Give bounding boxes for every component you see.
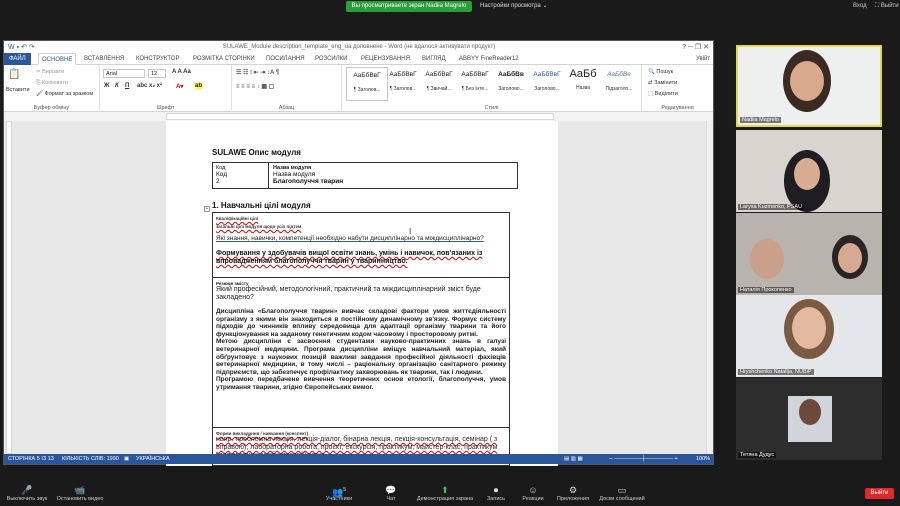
participant-video[interactable] bbox=[736, 45, 882, 127]
restore-icon[interactable]: ❐ bbox=[694, 44, 702, 51]
participants-button[interactable] bbox=[320, 484, 358, 502]
style-name: Підзаголо... bbox=[605, 86, 633, 92]
chat-icon: 💬 bbox=[385, 485, 397, 495]
face-image bbox=[790, 61, 824, 101]
find-label: Пошук bbox=[656, 69, 673, 75]
list-buttons[interactable]: ☰ ☷ ⁝ ⇤ ⇥ ↕A ¶ bbox=[236, 70, 280, 76]
row-answer: Формування у здобувачів вищої освіти знань, умінь і навичок, пов'язаних із впровадженням благополуччя тварин у тваринництво. bbox=[216, 250, 483, 265]
stop-video-button[interactable] bbox=[52, 484, 108, 502]
copy-button[interactable] bbox=[36, 80, 68, 87]
share-screen-icon: ⬆ bbox=[441, 485, 449, 495]
face-image bbox=[799, 399, 821, 425]
face-image bbox=[792, 307, 826, 349]
fullscreen-button[interactable] bbox=[875, 3, 899, 10]
participant-name: Наталія Прокопенко bbox=[740, 287, 792, 293]
apps-icon: ⚙ bbox=[568, 485, 578, 495]
table-move-handle-icon[interactable]: + bbox=[205, 206, 209, 212]
whiteboards-button[interactable] bbox=[596, 484, 648, 502]
format-painter-label: Формат за зразком bbox=[44, 91, 94, 97]
participant-video[interactable] bbox=[736, 295, 882, 377]
text-cursor-icon: I bbox=[409, 227, 412, 236]
replace-button[interactable] bbox=[648, 80, 677, 86]
apps-button[interactable] bbox=[554, 484, 592, 502]
tab-mailings[interactable]: РОЗСИЛКИ bbox=[315, 56, 348, 62]
search-icon: 🔍 bbox=[648, 69, 655, 75]
proofing-icon[interactable]: ▣ bbox=[124, 456, 130, 462]
zoom-top-bar bbox=[0, 0, 900, 14]
editing-group-label: Редагування bbox=[661, 105, 694, 111]
replace-icon: ⇄ bbox=[648, 80, 653, 86]
module-name-cell[interactable] bbox=[269, 163, 517, 188]
style-name: ¶ Заголов... bbox=[389, 86, 417, 92]
undo-icon[interactable]: ↶ bbox=[21, 44, 27, 51]
code-cell[interactable] bbox=[213, 163, 269, 188]
participant-video[interactable] bbox=[736, 213, 882, 295]
control-label: Реакции bbox=[522, 496, 544, 502]
select-label: Виділити bbox=[654, 91, 678, 97]
styles-group bbox=[342, 65, 642, 112]
copy-label: Копіювати bbox=[41, 80, 68, 86]
italic-button[interactable]: К bbox=[115, 83, 119, 89]
tab-layout[interactable]: РОЗМІТКА СТОРІНКИ bbox=[193, 56, 255, 62]
control-label: Доски сообщений bbox=[599, 496, 645, 502]
style-sample: АаБбВвГ bbox=[461, 71, 489, 78]
window-controls[interactable] bbox=[682, 43, 709, 51]
tab-abbyy[interactable]: ABBYY FineReader12 bbox=[459, 56, 519, 62]
fullscreen-label: Выйти bbox=[880, 3, 899, 9]
enter-button[interactable]: Вход bbox=[853, 3, 867, 9]
face-image bbox=[838, 243, 862, 273]
format-painter-button[interactable] bbox=[36, 91, 93, 97]
style-gallery-item[interactable] bbox=[598, 67, 640, 101]
tab-insert[interactable]: ВСТАВЛЕННЯ bbox=[84, 56, 125, 62]
paste-button[interactable]: Вставити bbox=[6, 87, 30, 93]
word-count[interactable]: КІЛЬКІСТЬ СЛІВ: 1990 bbox=[62, 456, 119, 462]
screen-share-banner: Вы просматриваете экран Nadiia Magrelo bbox=[346, 1, 472, 12]
module-table bbox=[212, 162, 518, 189]
participant-name: Nadiia Magrelo bbox=[742, 117, 779, 123]
content-paragraph: Програмою передбачене вивчення теоретичних основ етології, благополуччя, умов утримання тварини, згідно Європейських вимог. bbox=[216, 376, 506, 391]
word-window bbox=[3, 40, 714, 465]
participant-name: Hryshchenko Natalija, NUBiP bbox=[740, 369, 812, 375]
style-name: ¶ Без інте... bbox=[461, 86, 489, 92]
section-heading: 1. Навчальні цілі модуля bbox=[212, 201, 311, 210]
row-label: Резюме змісту bbox=[216, 281, 249, 286]
quick-access-toolbar[interactable] bbox=[8, 43, 35, 51]
select-icon: ⬚ bbox=[648, 91, 654, 97]
style-name: Заголово... bbox=[534, 86, 560, 92]
style-sample: АаБбВе bbox=[607, 71, 631, 78]
participant-name: Larysa Kuzmenko, PSAU bbox=[740, 204, 803, 210]
reactions-icon: ☺ bbox=[528, 485, 538, 495]
face-image bbox=[750, 239, 784, 279]
tab-home[interactable]: ОСНОВНЕ bbox=[38, 53, 76, 65]
style-sample: АаБб bbox=[569, 68, 597, 80]
share-screen-button[interactable] bbox=[412, 484, 478, 502]
document-title: SULAWE_Module description_template_eng_ua доповнене - Word (не вдалося активувати продукт) bbox=[222, 44, 496, 50]
qualification-row[interactable] bbox=[213, 213, 509, 278]
status-bar bbox=[4, 454, 713, 464]
scissors-icon: ✂ bbox=[36, 69, 41, 75]
row-text: напр. проблемна лекція, лекція-діалог, бінарна лекція, лекція-консультація, семінар ( з вправою), лабораторна робота, проєкт, екскурсія, практикум, майстер-клас, практикум bbox=[216, 436, 498, 451]
row-sublabel: загальні цілі модуля щодо усіх підтем bbox=[216, 224, 302, 229]
vertical-ruler[interactable] bbox=[6, 121, 12, 454]
cut-label: Вирізати bbox=[42, 69, 65, 75]
zoom-control-bar bbox=[0, 480, 900, 506]
font-name-select[interactable]: Arial bbox=[103, 69, 145, 78]
styles-group-label: Стилі bbox=[484, 105, 499, 111]
clipboard-group bbox=[4, 65, 100, 112]
participant-name: Тетяна Дудус bbox=[740, 452, 775, 458]
paragraph-group-label: Абзац bbox=[278, 105, 295, 111]
name-header: Назва модуля bbox=[273, 165, 312, 171]
cut-button[interactable] bbox=[36, 69, 64, 75]
row-label: Кваліфікаційні цілі bbox=[216, 216, 259, 221]
close-icon[interactable]: ✕ bbox=[703, 44, 709, 51]
control-label: Приложения bbox=[556, 496, 590, 502]
content-paragraph: Дисципліна «Благополуччя тварин» вивчає складові фактори умов життєдіяльності організму з якими він знаходиться в постійному динамічному зв'язку. Формує систему підходів до чинників впливу середовища для адаптації організму тварини та його функціонування на заданому генетичним кодом часовому і просторовому ритмі. bbox=[216, 308, 506, 338]
brush-icon: 🖌 bbox=[36, 91, 43, 97]
participant-video[interactable] bbox=[736, 378, 882, 460]
video-camera-icon: 📹 bbox=[74, 485, 86, 495]
fullscreen-icon: ⛶ bbox=[875, 3, 880, 9]
leave-meeting-button[interactable]: Выйти bbox=[865, 488, 894, 499]
bold-button[interactable]: Ж bbox=[104, 83, 110, 89]
page-indicator[interactable]: СТОРІНКА 5 ІЗ 13 bbox=[8, 456, 54, 462]
name-subheader: Назва модуля bbox=[273, 171, 316, 178]
copy-icon: ⎘ bbox=[36, 80, 41, 86]
control-label: Запись bbox=[486, 496, 506, 502]
find-button[interactable] bbox=[648, 69, 673, 75]
horizontal-ruler[interactable] bbox=[166, 113, 554, 120]
zoom-slider[interactable]: ─ ───────┼─────── + bbox=[609, 456, 678, 462]
style-sample: АаБбВвГ bbox=[389, 71, 417, 78]
participants-icon bbox=[320, 484, 358, 496]
style-sample: АаБбВвГ bbox=[425, 71, 453, 78]
underline-button[interactable]: П bbox=[125, 83, 130, 89]
font-size-select[interactable]: 12 bbox=[148, 69, 166, 78]
control-label: Чат bbox=[386, 496, 396, 502]
microphone-icon: 🎤 bbox=[21, 485, 33, 495]
style-name: Назва bbox=[575, 85, 590, 91]
style-name: ¶ Звичай... bbox=[426, 86, 452, 92]
select-button[interactable] bbox=[648, 91, 678, 97]
participant-video[interactable] bbox=[736, 130, 882, 212]
chat-button[interactable] bbox=[378, 484, 404, 502]
reactions-button[interactable] bbox=[518, 484, 548, 502]
highlight-button[interactable]: ab bbox=[195, 83, 203, 89]
objectives-table bbox=[212, 212, 510, 466]
control-label: Выключить звук bbox=[6, 496, 48, 502]
font-group bbox=[100, 65, 232, 112]
content-summary-row[interactable] bbox=[213, 278, 509, 428]
row-question: Які знання, навички, компетенції необхідно набути дисциплінарно та міждисциплінарно? bbox=[216, 235, 484, 242]
control-label: Демонстрация экрана bbox=[416, 496, 474, 502]
doc-title: SULAWE Опис модуля bbox=[212, 148, 301, 157]
alignment-buttons[interactable]: ≡ ≡ ≡ ≡ ↕ ▦ ▢ bbox=[236, 84, 275, 90]
tab-design[interactable]: КОНСТРУКТОР bbox=[136, 56, 180, 62]
help-button[interactable]: ? bbox=[682, 44, 687, 51]
editing-group bbox=[642, 65, 713, 112]
sign-in-link[interactable]: Увійт bbox=[696, 56, 711, 62]
zoom-percent[interactable]: 100% bbox=[696, 456, 711, 462]
view-settings-label: Настройки просмотра bbox=[480, 3, 541, 9]
tab-references[interactable]: ПОСИЛАННЯ bbox=[266, 56, 305, 62]
style-name: ¶ Заголов... bbox=[353, 87, 381, 93]
participants-count: 5 bbox=[343, 487, 346, 493]
content-paragraph: Метою дисципліни є засвоєння студентами науково-практичних знань в галузі ветеринарної медицини. Програма дисципліни вміщує навчальний матеріал, який обґрунтовує з наукових позицій важливі завдання професійної діяльності фахівців ветеринарної медицини, в тому числі – раціональну організацію санітарного режиму підприємств, що забезпечує профілактику захворювань як тварини, так і людини. bbox=[216, 338, 506, 376]
participants-glyph: 👥 bbox=[332, 487, 344, 497]
redo-icon[interactable]: ↷ bbox=[28, 44, 35, 51]
control-label: Остановить видео bbox=[56, 496, 104, 502]
ruler-bar bbox=[4, 112, 713, 121]
module-name-value: Благополуччя тварин bbox=[273, 178, 344, 185]
style-name: Заголово... bbox=[498, 86, 524, 92]
view-settings-button[interactable] bbox=[480, 1, 547, 12]
whiteboard-icon: ▭ bbox=[617, 485, 627, 495]
tab-view[interactable]: ВИГЛЯД bbox=[422, 56, 446, 62]
tab-review[interactable]: РЕЦЕНЗУВАННЯ bbox=[361, 56, 410, 62]
word-logo-icon: W bbox=[8, 44, 15, 51]
paste-icon: 📋 bbox=[8, 69, 21, 80]
word-title-bar bbox=[4, 41, 713, 53]
face-image bbox=[794, 158, 820, 190]
save-icon[interactable]: ▪ bbox=[16, 44, 20, 51]
style-sample: АаБбВв bbox=[498, 71, 524, 78]
clipboard-group-label: Буфер обміну bbox=[33, 105, 70, 111]
chevron-down-icon: ⌄ bbox=[542, 3, 548, 9]
minimize-icon[interactable]: ─ bbox=[687, 44, 693, 51]
record-button[interactable] bbox=[483, 484, 509, 502]
code-header: Код bbox=[216, 165, 226, 171]
code-value: 2 bbox=[216, 178, 220, 185]
ribbon bbox=[4, 65, 713, 112]
font-color-button[interactable]: A▾ bbox=[176, 84, 184, 90]
tab-file[interactable]: ФАЙЛ bbox=[4, 53, 31, 65]
code-subheader: Код bbox=[216, 171, 228, 178]
document-area bbox=[4, 121, 713, 454]
replace-label: Замінити bbox=[654, 80, 678, 86]
view-mode-icons[interactable]: ▤ ▥ ▦ bbox=[564, 456, 583, 462]
document-page[interactable] bbox=[166, 121, 558, 466]
ribbon-tabs bbox=[4, 53, 713, 65]
style-sample: АаБбВвГ bbox=[353, 72, 381, 79]
grow-shrink-font-buttons[interactable]: A A Aa bbox=[172, 69, 191, 75]
vertical-scrollbar[interactable] bbox=[706, 121, 713, 454]
font-group-label: Шрифт bbox=[156, 105, 175, 111]
language-indicator[interactable]: УКРАЇНСЬКА bbox=[136, 456, 170, 462]
paragraph-group bbox=[232, 65, 342, 112]
row-label: Форми викладання / навчання (конспект) bbox=[216, 431, 309, 436]
mute-button[interactable] bbox=[4, 484, 50, 502]
style-sample: АаБбВвГ bbox=[533, 71, 561, 78]
strike-sub-sup-buttons[interactable]: abc x₂ x² bbox=[137, 83, 163, 89]
row-question: Який професійний, методологічний, практичний та міждисциплінарний зміст буде закладено? bbox=[216, 286, 481, 301]
control-label: Участники bbox=[325, 496, 353, 502]
record-icon: ⏺ bbox=[493, 485, 499, 495]
